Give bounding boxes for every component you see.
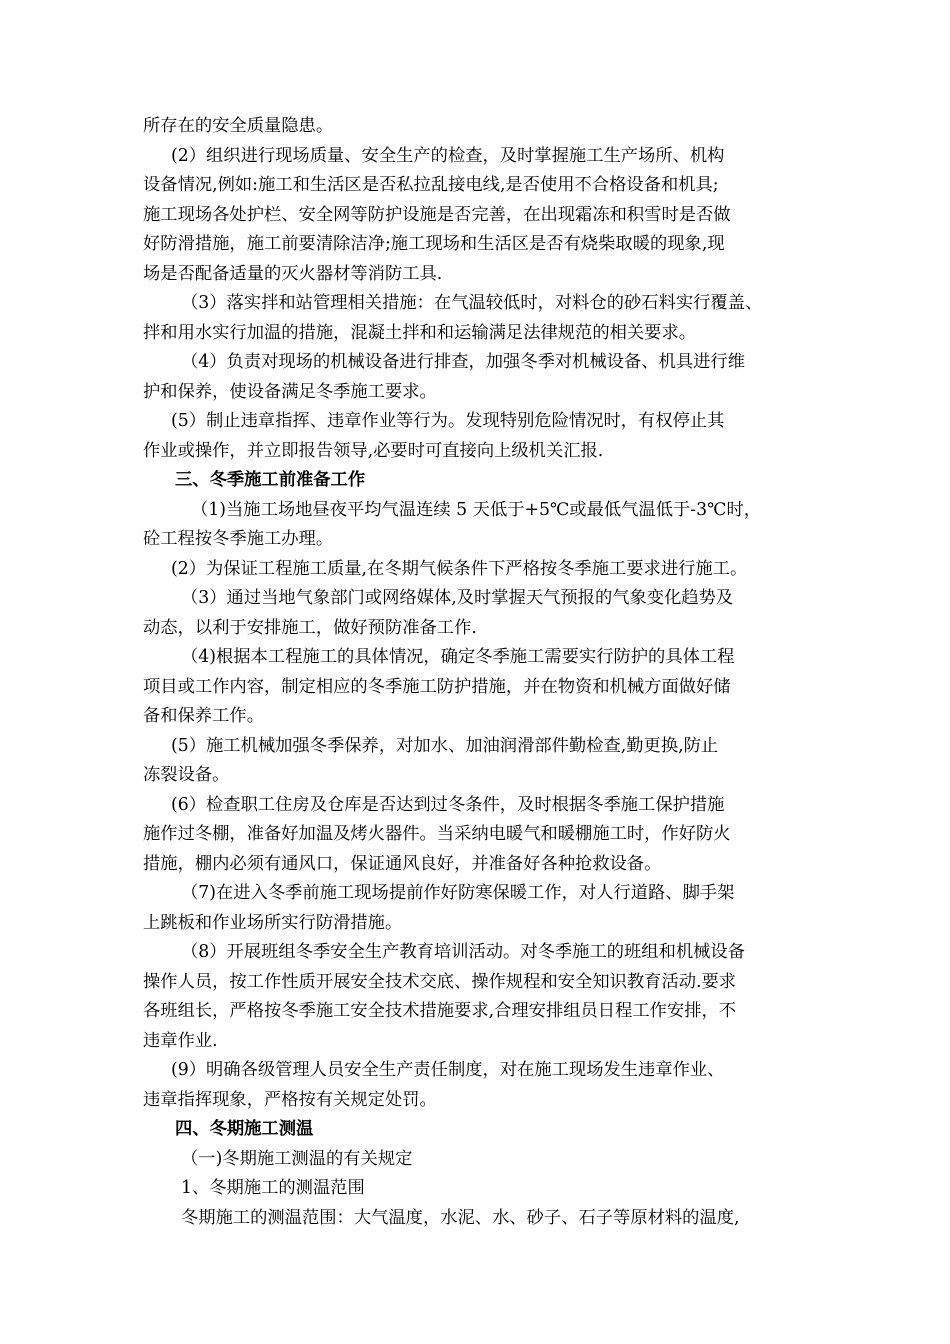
text-line: 各班组长，严格按冬季施工安全技术措施要求,合理安排组员日程工作安排，不: [143, 1001, 737, 1021]
text-line: 设备情况,例如:施工和生活区是否私拉乱接电线,是否使用不合格设备和机具;: [143, 175, 719, 195]
text-line: （3）通过当地气象部门或网络媒体,及时掌握天气预报的气象变化趋势及: [181, 588, 734, 608]
text-line: 场是否配备适量的灭火器材等消防工具.: [143, 263, 443, 284]
text-line: 施工现场各处护栏、安全网等防护设施是否完善，在出现霜冻和积雪时是否做: [143, 204, 731, 225]
text-line: 操作人员，按工作性质开展安全技术交底、操作规程和安全知识教育活动.要求: [143, 971, 737, 992]
text-line: （3）落实拌和站管理相关措施：在气温较低时，对料仓的砂石料实行覆盖、: [181, 293, 763, 313]
text-line: 砼工程按冬季施工办理。: [143, 529, 334, 549]
text-line: 备和保养工作。: [143, 706, 264, 726]
text-line: 动态，以利于安排施工，做好预防准备工作.: [143, 617, 477, 638]
text-line: 冬期施工的测温范围：大气温度，水泥、水、砂子、石子等原材料的温度,: [181, 1207, 740, 1228]
text-line: (5）施工机械加强冬季保养，对加水、加油润滑部件勤检查,勤更换,防止: [171, 735, 719, 756]
text-line: 护和保养，使设备满足冬季施工要求。: [143, 381, 437, 402]
text-line: （7)在进入冬季前施工现场提前作好防寒保暖工作，对人行道路、脚手架: [181, 883, 735, 903]
text-line: (5）制止违章指挥、违章作业等行为。发现特别危险情况时，有权停止其: [171, 411, 725, 431]
text-line: 项目或工作内容，制定相应的冬季施工防护措施，并在物资和机械方面做好储: [143, 676, 731, 697]
text-line: （4)根据本工程施工的具体情况，确定冬季施工需要实行防护的具体工程: [181, 647, 735, 667]
text-line: 所存在的安全质量隐患。: [143, 116, 334, 136]
section-heading: 四、冬期施工测温: [175, 1119, 314, 1139]
text-line: 好防滑措施，施工前要清除洁净;施工现场和生活区是否有烧柴取暖的现象,现: [143, 234, 725, 254]
text-line: （8）开展班组冬季安全生产教育培训活动。对冬季施工的班组和机械设备: [181, 942, 745, 962]
text-line: 施作过冬棚，准备好加温及烤火器件。当采纳电暖气和暖棚施工时，作好防火: [143, 824, 731, 844]
text-line: (6）检查职工住房及仓库是否达到过冬条件，及时根据冬季施工保护措施: [171, 794, 725, 815]
text-line: 拌和用水实行加温的措施，混凝土拌和和运输满足法律规范的相关要求。: [143, 322, 697, 343]
text-line: (9）明确各级管理人员安全生产责任制度，对在施工现场发生违章作业、: [171, 1060, 725, 1080]
text-line: (2）组织进行现场质量、安全生产的检查，及时掌握施工生产场所、机构: [171, 145, 725, 166]
document-page: [143, 112, 811, 1233]
text-line: （1)当施工场地昼夜平均气温连续 5 天低于+5℃或最低气温低于-3℃时，: [191, 499, 762, 520]
text-line: (2）为保证工程施工质量,在冬期气候条件下严格按冬季施工要求进行施工。: [171, 558, 748, 579]
text-line: （4）负责对现场的机械设备进行排查，加强冬季对机械设备、机具进行维: [181, 352, 745, 372]
text-line: 作业或操作，并立即报告领导,必要时可直接向上级机关汇报.: [143, 440, 604, 461]
text-line: （一)冬期施工测温的有关规定: [181, 1148, 413, 1169]
text-line: 冻裂设备。: [143, 765, 230, 785]
text-line: 违章指挥现象，严格按有关规定处罚。: [143, 1089, 437, 1110]
text-line: 1、冬期施工的测温范围: [181, 1178, 365, 1198]
text-line: 违章作业.: [143, 1030, 218, 1051]
section-heading: 三、冬季施工前准备工作: [175, 470, 366, 490]
text-line: 措施，棚内必须有通风口，保证通风良好，并准备好各种抢救设备。: [143, 853, 662, 874]
text-line: 上跳板和作业场所实行防滑措施。: [143, 912, 403, 933]
